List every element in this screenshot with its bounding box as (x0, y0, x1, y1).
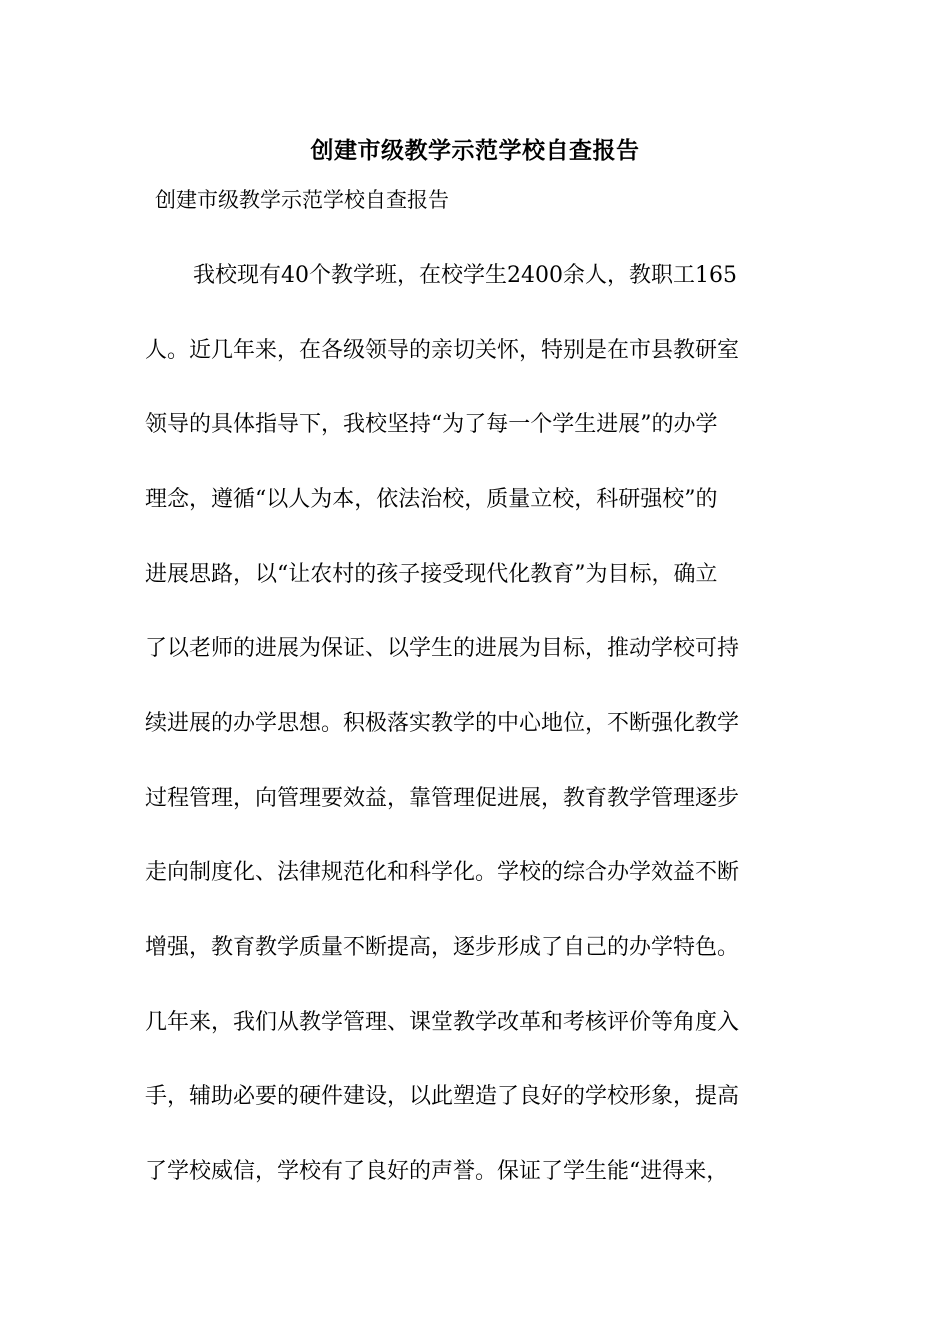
body-line: 续进展的办学思想。积极落实教学的中心地位，不断强化教学 (145, 711, 740, 736)
body-line: 进展思路，以“让农村的孩子接受现代化教育”为目标，确立 (145, 562, 718, 587)
body-line: 了学校威信，学校有了良好的声誉。保证了学生能“进得来， (145, 1159, 729, 1184)
body-line: 人。近几年来，在各级领导的亲切关怀，特别是在市县教研室 (145, 338, 740, 363)
body-line: 领导的具体指导下，我校坚持“为了每一个学生进展”的办学 (145, 412, 718, 437)
body-line: 增强，教育教学质量不断提高，逐步形成了自己的办学特色。 (145, 935, 740, 960)
body-line: 过程管理，向管理要效益，靠管理促进展，教育教学管理逐步 (145, 786, 740, 811)
document-subtitle: 创建市级教学示范学校自查报告 (155, 188, 449, 212)
body-line: 我校现有40个教学班，在校学生2400余人，教职工165 (193, 263, 737, 288)
document-title: 创建市级教学示范学校自查报告 (310, 137, 640, 164)
body-line: 了以老师的进展为保证、以学生的进展为目标，推动学校可持 (145, 636, 740, 661)
body-line: 几年来，我们从教学管理、课堂教学改革和考核评价等角度入 (145, 1010, 740, 1035)
body-line: 理念，遵循“以人为本，依法治校，质量立校，科研强校”的 (145, 487, 718, 512)
body-line: 手，辅助必要的硬件建设，以此塑造了良好的学校形象，提高 (145, 1084, 740, 1109)
body-line: 走向制度化、法律规范化和科学化。学校的综合办学效益不断 (145, 860, 740, 885)
